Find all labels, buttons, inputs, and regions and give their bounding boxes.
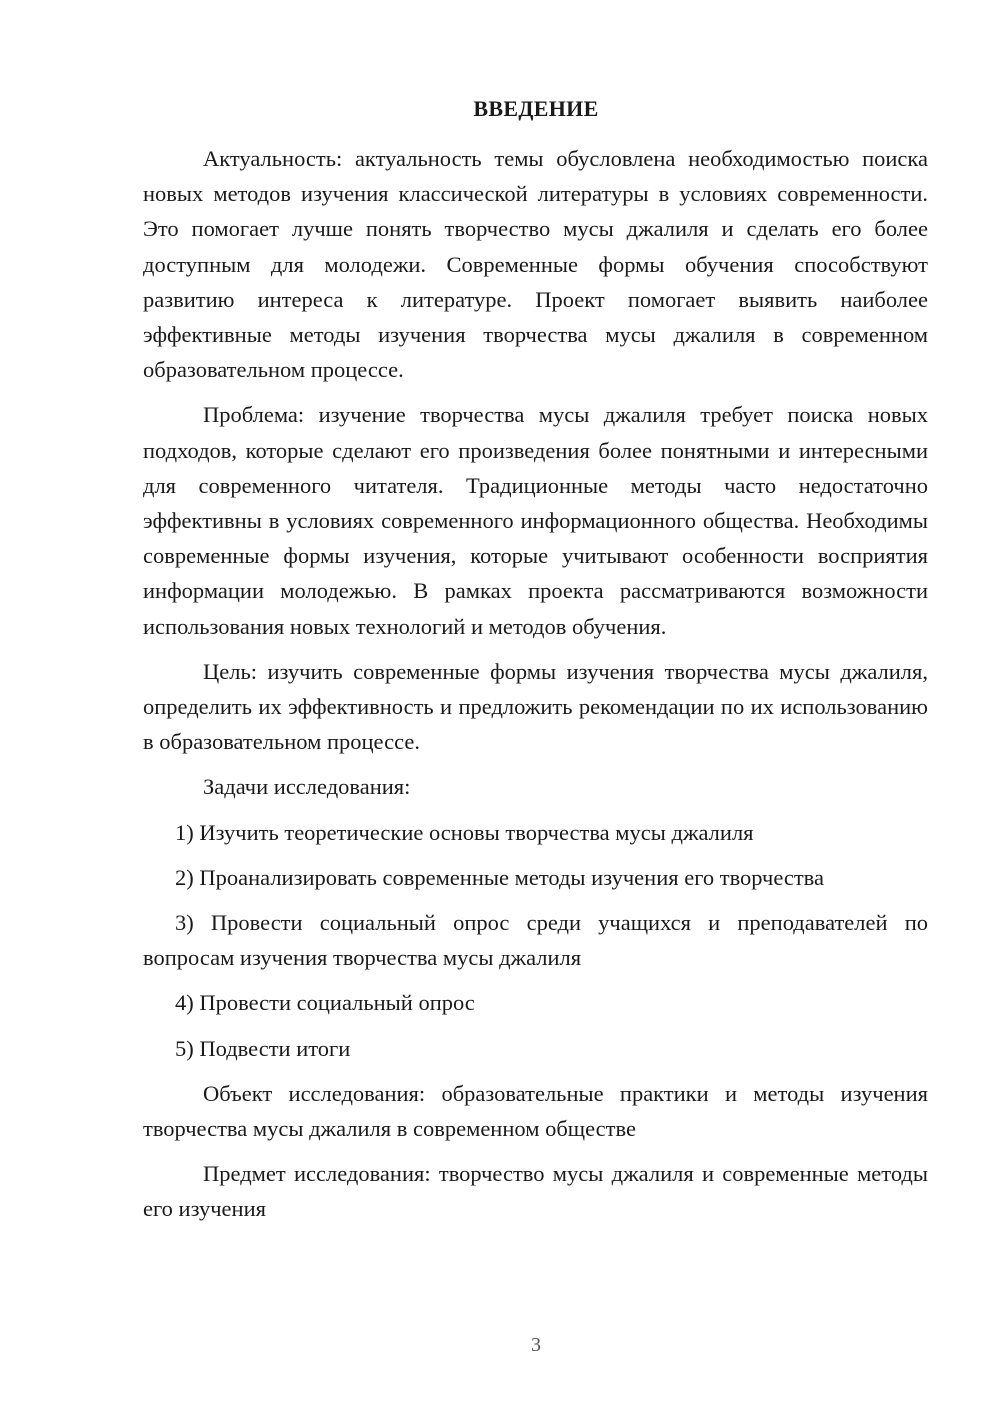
task-item: 4) Провести социальный опрос [175,990,475,1016]
page-number: 3 [531,1334,541,1356]
paragraph-goal: Цель: изучить современные формы изучения творчества мусы джалиля, определить их эффективность и предложить рекомендации по их использованию в образовательном процессе. [143,658,928,755]
paragraph-object: Объект исследования: образовательные практики и методы изучения творчества мусы джалиля в современном обществе [143,1080,928,1142]
paragraph-problem: Проблема: изучение творчества мусы джалиля требует поиска новых подходов, которые сделают его произведения более понятными и интересными для современного читателя. Традиционные методы часто недостаточно эффективны в условиях современного информационного общества. Необходимы современные формы изучения, которые учитывают особенности восприятия информации молодежью. В рамках проекта рассматриваются возможности использования новых технологий и методов обучения. [143,402,928,639]
page-title: ВВЕДЕНИЕ [473,96,599,121]
task-item: 1) Изучить теоретические основы творчества мусы джалиля [175,819,754,845]
task-item: 3) Провести социальный опрос среди учащихся и преподавателей по вопросам изучения творчества мусы джалиля [143,910,928,971]
task-item: 2) Проанализировать современные методы изучения его творчества [175,864,824,890]
document-body [143,141,928,1237]
paragraph-subject: Предмет исследования: творчество мусы джалиля и современные методы его изучения [143,1161,928,1222]
paragraph-relevance: Актуальность: актуальность темы обусловлена необходимостью поиска новых методов изучения классической литературы в условиях современности. Это помогает лучше понять творчество мусы джалиля и сделать его более доступным для молодежи. Современные формы обучения способствуют развитию интереса к литературе. Проект помогает выявить наиболее эффективные методы изучения творчества мусы джалиля в современном образовательном процессе. [143,146,928,383]
task-item: 5) Подвести итоги [175,1035,351,1061]
tasks-heading: Задачи исследования: [203,774,411,800]
